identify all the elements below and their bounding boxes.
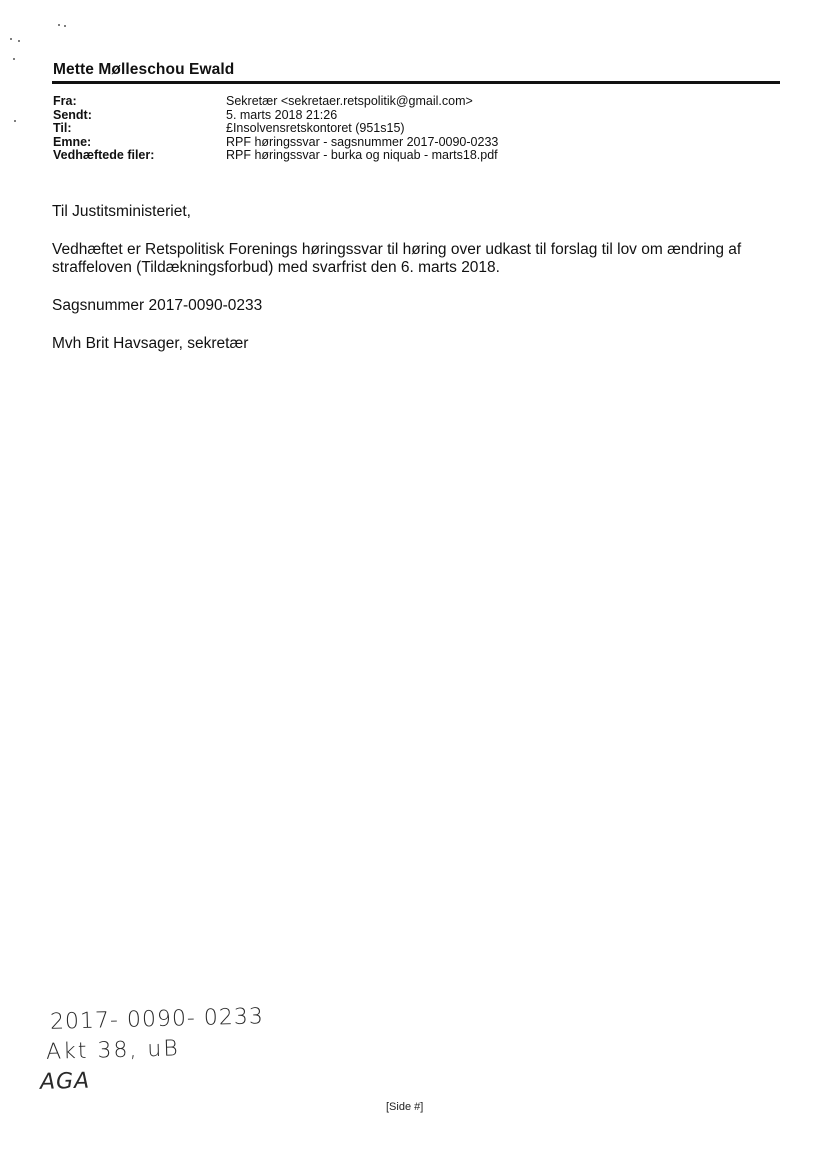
meta-label: Til: [53,121,72,135]
greeting: Til Justitsministeriet, [52,203,191,220]
meta-value-from: Sekretær <sekretaer.retspolitik@gmail.com> [226,94,473,108]
meta-label: Vedhæftede filer: [53,148,155,162]
scan-speck [64,25,66,27]
scan-speck [58,24,60,26]
meta-row-subject [53,136,498,150]
scan-speck [14,120,16,122]
handwritten-act: Akt 38, uB [45,1036,181,1065]
case-number: Sagsnummer 2017-0090-0233 [52,297,263,314]
handwritten-annotation [40,1005,264,1095]
meta-value-to: £Insolvensretskontoret (951s15) [226,121,405,135]
scan-speck [13,58,15,60]
meta-label: Sendt: [53,107,92,122]
body-paragraph: Vedhæftet er Retspolitisk Forenings høringssvar til høring over udkast til forslag til lov om ændring af straffeloven (Tildækningsforbud) med svarfrist den 6. marts 2018. [52,241,742,276]
scan-speck [18,40,20,42]
meta-row-sent [53,109,498,123]
handwritten-case-number: 2017- 0090- 0233 [49,1004,265,1035]
meta-label: Emne: [53,134,92,149]
page-footer: [Side #] [386,1101,424,1113]
meta-value-sent: 5. marts 2018 21:26 [226,107,338,122]
meta-value-subject: RPF høringssvar - sagsnummer 2017-0090-0233 [226,134,499,149]
scan-speck [10,38,12,40]
email-body [52,203,792,373]
meta-value-attachments: RPF høringssvar - burka og niquab - marts18.pdf [226,148,498,162]
meta-row-attachments [53,149,498,163]
sender-name: Mette Mølleschou Ewald [53,61,235,78]
signoff: Mvh Brit Havsager, sekretær [52,335,249,352]
meta-row-to [53,122,498,136]
email-metadata [53,95,498,163]
meta-row-from [53,95,498,109]
meta-label: Fra: [53,94,77,108]
header-rule [52,81,780,84]
handwritten-initials: AGA [39,1068,91,1095]
